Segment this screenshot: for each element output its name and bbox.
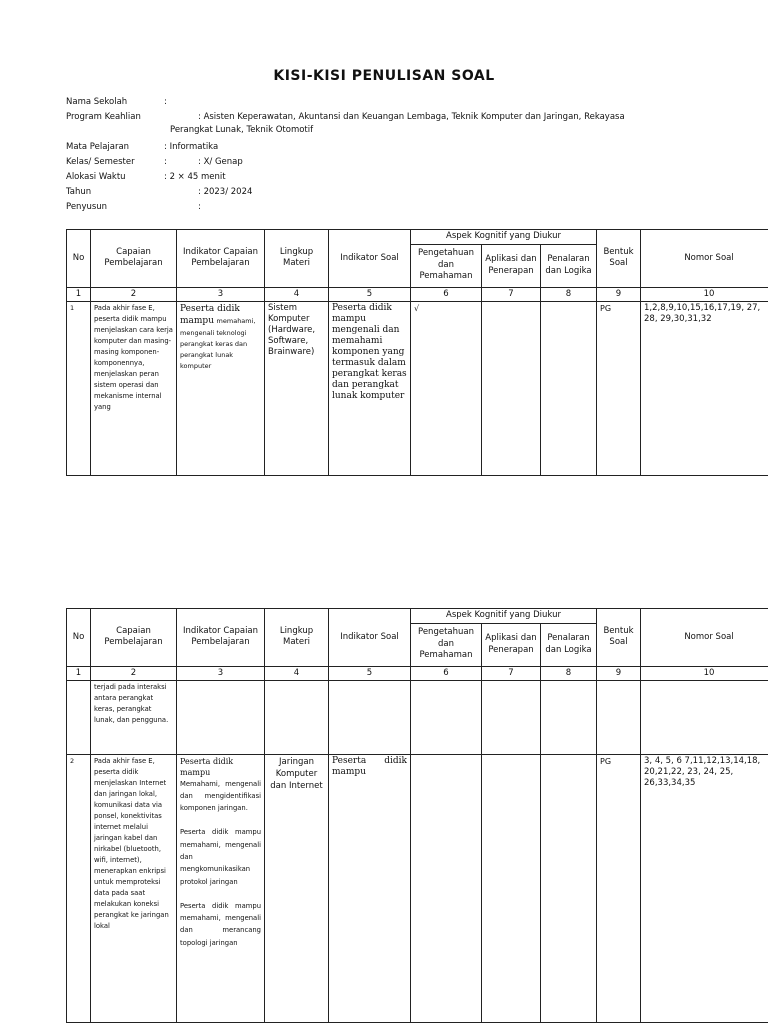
meta-label: Tahun [66, 187, 92, 197]
header-indikator-cp: Indikator Capaian Pembelajaran [177, 609, 265, 667]
indikator-cp-2: Peserta didik mampu memahami, mengenali dan mengkomunikasikan protokol jaringan [180, 828, 261, 886]
row-capaian: Pada akhir fase E, peserta didik menjelaskan Internet dan jaringan lokal, komunikasi data via ponsel, konektivitas internet melalui jaringan kabel dan nirkabel (bluetooth, wifi, internet), menerapkan enkripsi untuk memproteksi data pada saat melakukan koneksi perangkat ke jaringan lokal [91, 754, 177, 1022]
table-row [67, 301, 768, 475]
row-no: 2 [67, 754, 91, 1022]
col-number: 1 [67, 666, 91, 680]
header-nomor: Nomor Soal [641, 609, 768, 667]
header-pengetahuan: Pengetahuan dan Pemahaman [411, 244, 482, 287]
header-capaian: Capaian Pembelajaran [91, 609, 177, 667]
meta-kelas-semester [66, 157, 666, 169]
meta-value: : Asisten Keperawatan, Akuntansi dan Keuangan Lembaga, Teknik Komputer dan Jaringan, Rekayasa [198, 112, 625, 122]
col-number: 5 [329, 287, 411, 301]
meta-tahun [66, 187, 666, 199]
meta-penyusun [66, 202, 666, 214]
row-lingkup [265, 680, 329, 754]
col-number: 4 [265, 666, 329, 680]
row-pengetahuan [411, 754, 482, 1022]
row-penalaran [541, 301, 597, 475]
meta-label: Nama Sekolah [66, 97, 128, 107]
col-number: 1 [67, 287, 91, 301]
meta-mata-pelajaran [66, 142, 666, 154]
col-number: 7 [482, 287, 541, 301]
meta-value: : 2023/ 2024 [198, 187, 253, 197]
col-number: 8 [541, 287, 597, 301]
header-lingkup: Lingkup Materi [265, 609, 329, 667]
indikator-cp-rest: memahami, mengenali teknologi perangkat keras dan perangkat lunak komputer [180, 316, 256, 370]
header-capaian: Capaian Pembelajaran [91, 230, 177, 288]
meta-value: : 2 × 45 menit [164, 172, 226, 182]
indikator-cp-lead: Peserta didik mampu [180, 303, 240, 326]
row-nomor [641, 680, 768, 754]
header-aspek: Aspek Kognitif yang Diukur [411, 230, 597, 245]
header-penalaran: Penalaran dan Logika [541, 244, 597, 287]
col-number: 10 [641, 666, 768, 680]
row-pengetahuan: √ [411, 301, 482, 475]
kisi-kisi-table-page-2 [66, 608, 768, 1023]
col-number: 4 [265, 287, 329, 301]
col-number: 9 [597, 287, 641, 301]
row-indikator-soal [329, 680, 411, 754]
col-number: 7 [482, 666, 541, 680]
row-no: 1 [67, 301, 91, 475]
meta-label: Program Keahlian [66, 112, 141, 122]
row-bentuk: PG [597, 301, 641, 475]
meta-label: Penyusun [66, 202, 108, 212]
col-number: 8 [541, 666, 597, 680]
indikator-cp-3: Peserta didik mampu memahami, mengenali dan merancang topologi jaringan [180, 901, 261, 947]
table-row [67, 754, 768, 1022]
indikator-cp-lead: Peserta didik mampu [180, 756, 234, 777]
header-pengetahuan: Pengetahuan dan Pemahaman [411, 623, 482, 666]
header-lingkup: Lingkup Materi [265, 230, 329, 288]
row-penalaran [541, 680, 597, 754]
meta-label: Kelas/ Semester [66, 157, 135, 167]
row-bentuk: PG [597, 754, 641, 1022]
meta-value: : Informatika [164, 142, 219, 152]
col-number: 5 [329, 666, 411, 680]
header-nomor: Nomor Soal [641, 230, 768, 288]
row-aplikasi [482, 680, 541, 754]
meta-label: Alokasi Waktu [66, 172, 126, 182]
kisi-kisi-table-page-1 [66, 229, 768, 476]
row-capaian: Pada akhir fase E, peserta didik mampu menjelaskan cara kerja komputer dan masing-masing komponen-komponennya, menjelaskan peran sistem operasi dan mekanisme internal yang [91, 301, 177, 475]
col-number: 6 [411, 666, 482, 680]
meta-alokasi-waktu [66, 172, 666, 184]
meta-colon: : [164, 157, 167, 167]
row-indikator-cp [177, 680, 265, 754]
meta-nama-sekolah [66, 97, 666, 109]
header-aplikasi: Aplikasi dan Penerapan [482, 244, 541, 287]
row-lingkup: Jaringan Komputer dan Internet [265, 754, 329, 1022]
header-aspek: Aspek Kognitif yang Diukur [411, 609, 597, 624]
row-indikator-soal: Peserta didik mampu mengenali dan memahami komponen yang termasuk dalam perangkat keras dan perangkat lunak komputer [329, 301, 411, 475]
header-indikator-soal: Indikator Soal [329, 609, 411, 667]
col-number: 3 [177, 287, 265, 301]
meta-label: Mata Pelajaran [66, 142, 130, 152]
row-indikator-soal: Peserta didik mampu [329, 754, 411, 1022]
indikator-cp-1: Memahami, mengenali dan mengidentifikasi komponen jaringan. [180, 779, 261, 813]
col-number: 2 [91, 666, 177, 680]
meta-program-keahlian [66, 112, 686, 136]
header-no: No [67, 609, 91, 667]
row-lingkup: Sistem Komputer (Hardware, Software, Brainware) [265, 301, 329, 475]
header-indikator-soal: Indikator Soal [329, 230, 411, 288]
col-number: 3 [177, 666, 265, 680]
header-bentuk: Bentuk Soal [597, 609, 641, 667]
col-number: 9 [597, 666, 641, 680]
row-pengetahuan [411, 680, 482, 754]
table-row-continued [67, 680, 768, 754]
meta-value-line2: Perangkat Lunak, Teknik Otomotif [170, 125, 314, 135]
row-indikator-cp [177, 301, 265, 475]
col-number: 2 [91, 287, 177, 301]
row-indikator-cp [177, 754, 265, 1022]
page-title: KISI-KISI PENULISAN SOAL [273, 68, 495, 84]
meta-value: : X/ Genap [198, 157, 243, 167]
col-number: 10 [641, 287, 768, 301]
meta-value: : [198, 202, 201, 212]
header-indikator-cp: Indikator Capaian Pembelajaran [177, 230, 265, 288]
row-no [67, 680, 91, 754]
row-aplikasi [482, 301, 541, 475]
row-capaian: terjadi pada interaksi antara perangkat keras, perangkat lunak, dan pengguna. [91, 680, 177, 754]
row-nomor: 1,2,8,9,10,15,16,17,19, 27, 28, 29,30,31,32 [641, 301, 768, 475]
row-nomor: 3, 4, 5, 6 7,11,12,13,14,18, 20,21,22, 23, 24, 25, 26,33,34,35 [641, 754, 768, 1022]
meta-colon: : [164, 97, 167, 107]
header-bentuk: Bentuk Soal [597, 230, 641, 288]
header-penalaran: Penalaran dan Logika [541, 623, 597, 666]
row-aplikasi [482, 754, 541, 1022]
row-bentuk [597, 680, 641, 754]
header-aplikasi: Aplikasi dan Penerapan [482, 623, 541, 666]
col-number: 6 [411, 287, 482, 301]
header-no: No [67, 230, 91, 288]
row-penalaran [541, 754, 597, 1022]
